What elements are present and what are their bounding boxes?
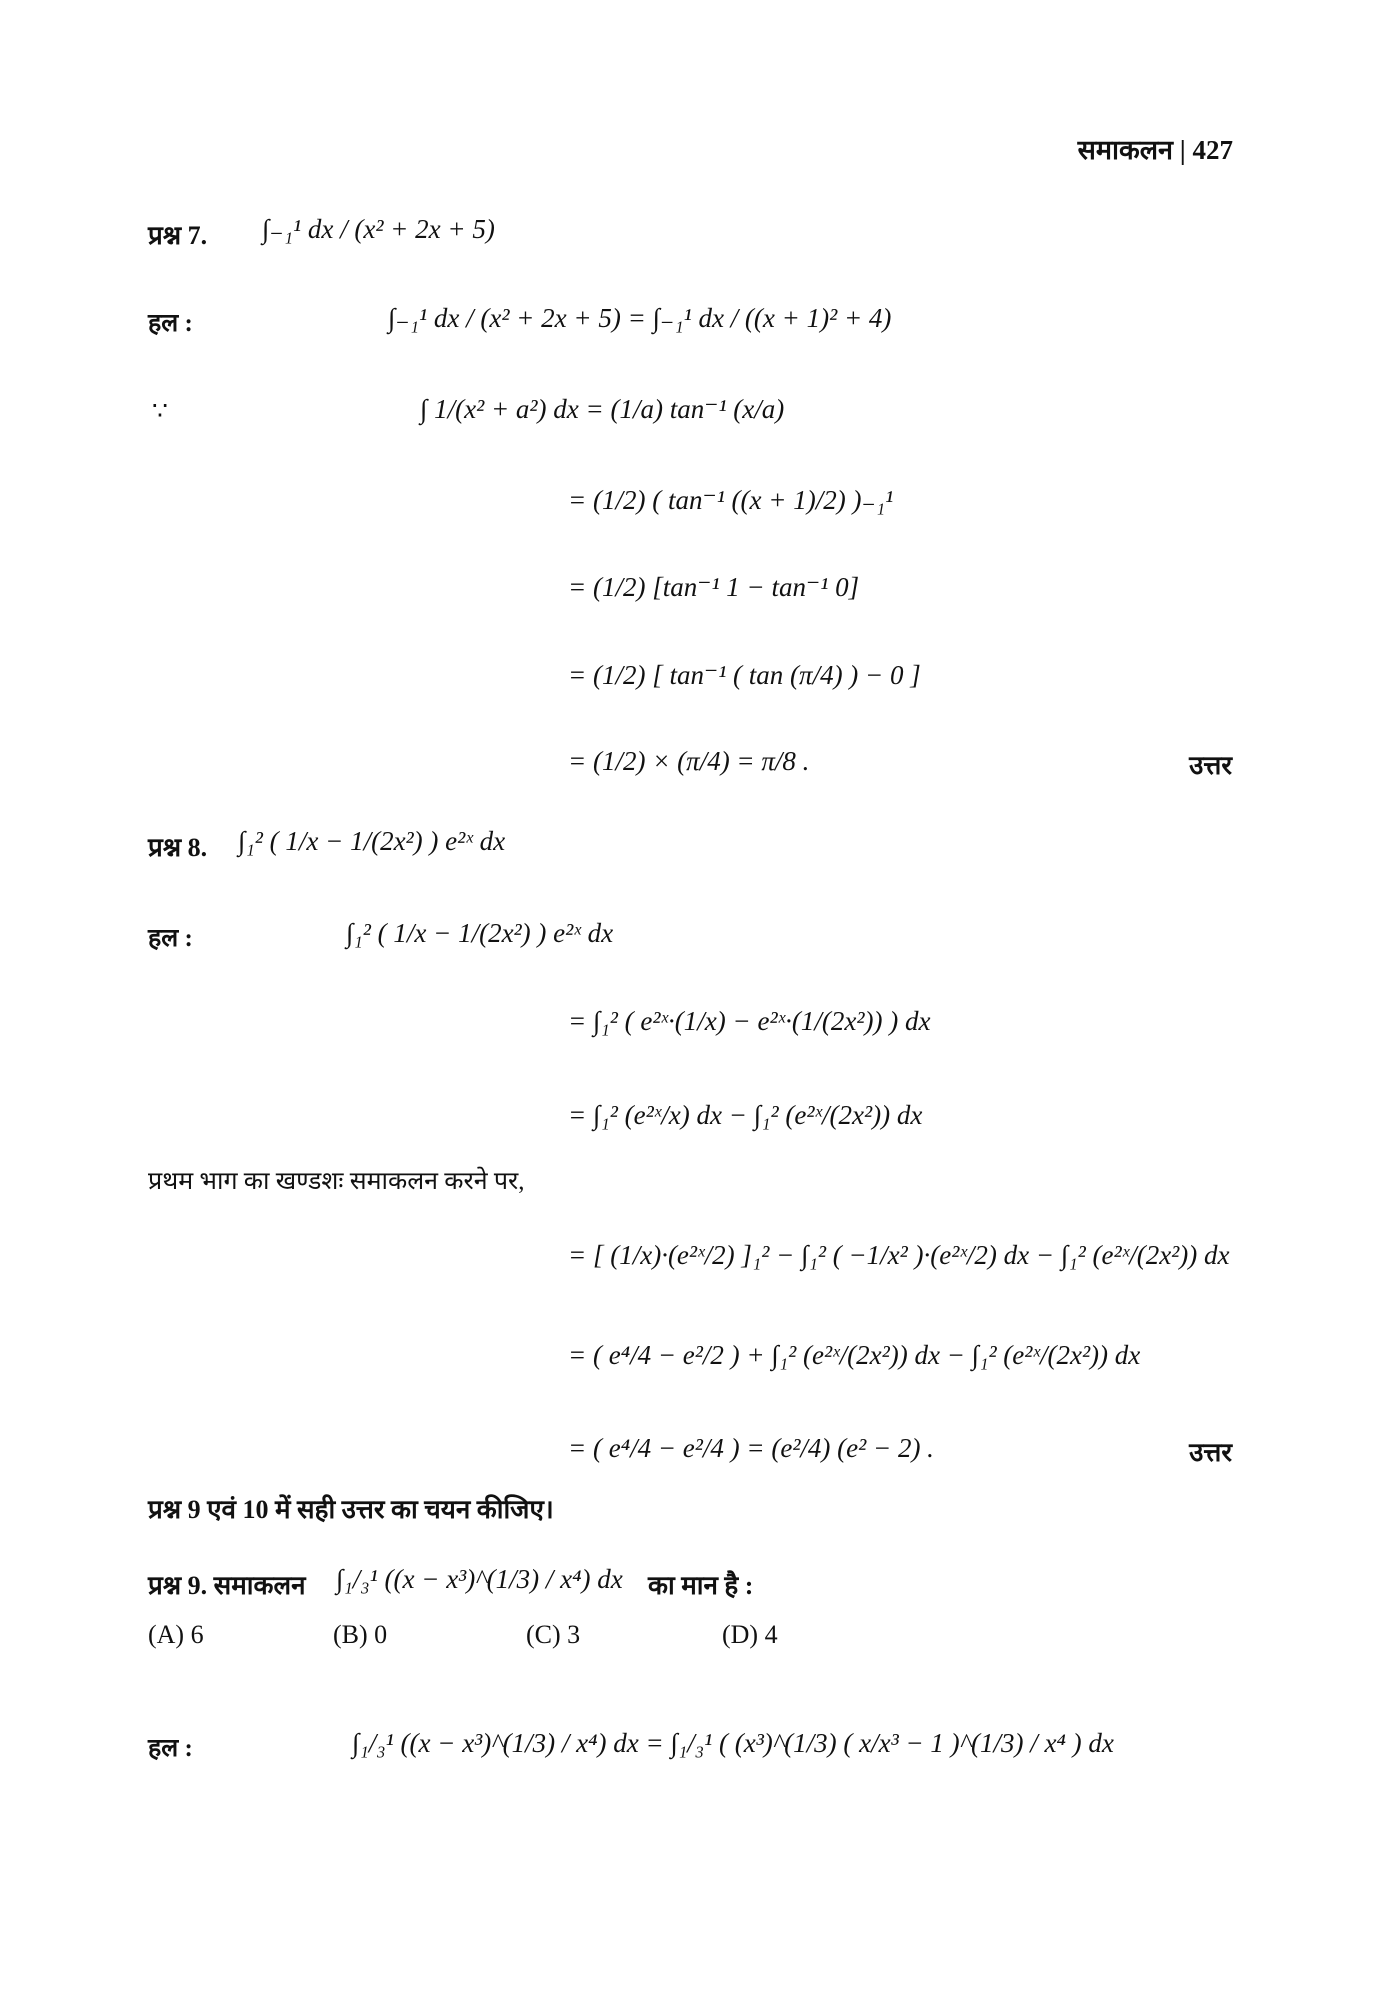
- q8-solution-label: हल :: [148, 925, 193, 952]
- because-symbol: ∵: [152, 398, 168, 425]
- q8-line-2: = ∫₁² ( e²ˣ·(1/x) − e²ˣ·(1/(2x²)) ) dx: [568, 1006, 931, 1036]
- q7-line-5: = (1/2) [ tan⁻¹ ( tan (π/4) ) − 0 ]: [568, 660, 921, 690]
- q7-solution-label: हल :: [148, 310, 193, 337]
- q8-line-6: = ( e⁴/4 − e²/4 ) = (e²/4) (e² − 2) .: [568, 1433, 934, 1463]
- q8-line-4: = [ (1/x)·(e²ˣ/2) ]₁² − ∫₁² ( −1/x² )·(e²ˣ/2) dx − ∫₁² (e²ˣ/(2x²)) dx: [568, 1240, 1230, 1270]
- q7-label: प्रश्न 7.: [148, 221, 208, 250]
- q9-label: प्रश्न 9. समाकलन: [148, 1571, 306, 1600]
- q8-note: प्रथम भाग का खण्डशः समाकलन करने पर,: [148, 1168, 525, 1195]
- q7-line-4: = (1/2) [tan⁻¹ 1 − tan⁻¹ 0]: [568, 572, 860, 602]
- q9-line-1: ∫₁/₃¹ ((x − x³)^(1/3) / x⁴) dx = ∫₁/₃¹ ( (x³)^(1/3) ( x/x³ − 1 )^(1/3) / x⁴ ) dx: [352, 1728, 1114, 1758]
- q7-line-3: = (1/2) ( tan⁻¹ ((x + 1)/2) )₋₁¹: [568, 485, 894, 515]
- instruction: प्रश्न 9 एवं 10 में सही उत्तर का चयन कीजिए।: [148, 1495, 554, 1524]
- q7-line-6: = (1/2) × (π/4) = π/8 .: [568, 746, 810, 776]
- q9-option-b: (B) 0: [333, 1620, 388, 1649]
- q8-line-1: ∫₁² ( 1/x − 1/(2x²) ) e²ˣ dx: [346, 918, 614, 948]
- q8-line-3: = ∫₁² (e²ˣ/x) dx − ∫₁² (e²ˣ/(2x²)) dx: [568, 1100, 923, 1130]
- q8-label: प्रश्न 8.: [148, 833, 208, 862]
- q9-solution-label: हल :: [148, 1735, 193, 1762]
- q9-option-d: (D) 4: [722, 1620, 778, 1649]
- q8-answer: उत्तर: [1189, 1438, 1232, 1467]
- q7-question: ∫₋₁¹ dx / (x² + 2x + 5): [262, 214, 495, 244]
- q9-question: ∫₁/₃¹ ((x − x³)^(1/3) / x⁴) dx: [336, 1564, 623, 1594]
- q7-line-1: ∫₋₁¹ dx / (x² + 2x + 5) = ∫₋₁¹ dx / ((x + 1)² + 4): [388, 303, 892, 333]
- q9-option-c: (C) 3: [526, 1620, 581, 1649]
- header-title: समाकलन: [1077, 135, 1174, 165]
- q9-option-a: (A) 6: [148, 1620, 204, 1649]
- page-header: समाकलन | 427: [1077, 135, 1233, 165]
- page-number: 427: [1192, 135, 1233, 165]
- q9-tail: का मान है :: [648, 1571, 754, 1600]
- q8-question: ∫₁² ( 1/x − 1/(2x²) ) e²ˣ dx: [238, 826, 506, 856]
- q7-line-2: ∫ 1/(x² + a²) dx = (1/a) tan⁻¹ (x/a): [420, 394, 785, 424]
- q7-answer: उत्तर: [1189, 751, 1232, 780]
- q8-line-5: = ( e⁴/4 − e²/2 ) + ∫₁² (e²ˣ/(2x²)) dx − ∫₁² (e²ˣ/(2x²)) dx: [568, 1340, 1141, 1370]
